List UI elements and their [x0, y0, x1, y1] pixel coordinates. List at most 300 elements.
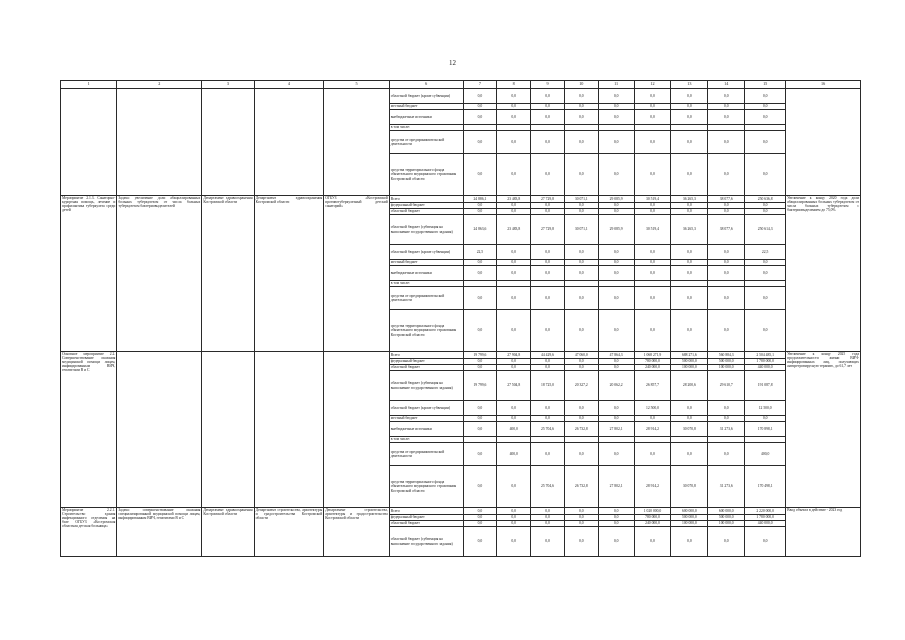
amount-cell: 1 068 271,9: [634, 352, 671, 359]
amount-cell: 12 500,0: [634, 401, 671, 416]
funding-source: областной бюджет (кроме субвенции): [389, 89, 463, 104]
funding-source: областной бюджет (субвенция на выполнение государственного задания): [389, 215, 463, 245]
amount-cell: 2 504 485,1: [745, 352, 786, 359]
funding-source: федеральный бюджет: [389, 515, 463, 521]
expected-result: Увеличение к концу 2025 года продолжительности жизни ВИЧ-инфицированных лиц, получающих антиретровирусную терапию, до 61,7 лет: [786, 352, 861, 508]
table-row: [61, 196, 861, 203]
block-c5: Департамент строительства, архитектуры и градостроительства Костромской области: [324, 508, 390, 557]
amount-cell: 500 000,0: [708, 359, 745, 365]
amount-cell: 0,0: [463, 89, 497, 104]
amount-cell: 1 780 000,0: [745, 359, 786, 365]
amount-cell: 0,0: [708, 110, 745, 125]
amount-cell: 0,0: [708, 209, 745, 215]
amount-cell: 600 000,0: [671, 508, 708, 515]
amount-cell: 0,0: [497, 110, 531, 125]
block-c2: [117, 352, 202, 508]
amount-cell: 0,0: [497, 154, 531, 196]
amount-cell: 0,0: [634, 131, 671, 154]
column-number: 11: [598, 81, 634, 89]
amount-cell: 0,0: [598, 443, 634, 466]
amount-cell: 0,0: [564, 89, 598, 104]
block-c5: [324, 352, 390, 508]
amount-cell: 0,0: [531, 359, 565, 365]
amount-cell: 0,0: [671, 401, 708, 416]
amount-cell: 2 220 000,0: [745, 508, 786, 515]
amount-cell: 24 886,1: [463, 196, 497, 203]
amount-cell: 0,0: [463, 508, 497, 515]
amount-cell: 38 077,6: [708, 196, 745, 203]
amount-cell: 26 732,8: [564, 422, 598, 437]
amount-cell: 0,0: [598, 203, 634, 209]
amount-cell: 0,0: [497, 209, 531, 215]
amount-cell: 0,0: [745, 209, 786, 215]
amount-cell: 0,0: [598, 131, 634, 154]
column-number: 8: [497, 81, 531, 89]
table-row: [61, 89, 861, 104]
column-number: 3: [202, 81, 254, 89]
amount-cell: 0,0: [463, 466, 497, 508]
amount-cell: 0,0: [531, 203, 565, 209]
amount-cell: 29 085,9: [598, 196, 634, 203]
funding-source: в том числе:: [389, 125, 463, 131]
amount-cell: 0,0: [531, 104, 565, 110]
amount-cell: 0,0: [564, 365, 598, 371]
amount-cell: 12 500,0: [745, 401, 786, 416]
amount-cell: 0,0: [497, 89, 531, 104]
amount-cell: 0,0: [598, 287, 634, 310]
amount-cell: 26 732,8: [564, 466, 598, 508]
amount-cell: 27 802,1: [598, 466, 634, 508]
amount-cell: 0,0: [598, 416, 634, 422]
amount-cell: 0,0: [745, 131, 786, 154]
block-c3: [202, 89, 254, 196]
amount-cell: 0,0: [671, 104, 708, 110]
amount-cell: 0,0: [564, 266, 598, 281]
column-number: 9: [531, 81, 565, 89]
amount-cell: 440 000,0: [745, 365, 786, 371]
amount-cell: 0,0: [497, 104, 531, 110]
amount-cell: 0,0: [531, 508, 565, 515]
amount-cell: 0,0: [497, 287, 531, 310]
amount-cell: 0,0: [564, 203, 598, 209]
amount-cell: 27 504,8: [497, 371, 531, 401]
amount-cell: 0,0: [745, 287, 786, 310]
amount-cell: 0,0: [745, 104, 786, 110]
table-row: [61, 508, 861, 515]
amount-cell: 36 265,3: [671, 215, 708, 245]
column-number: 15: [745, 81, 786, 89]
column-number: 14: [708, 81, 745, 89]
amount-cell: 0,0: [708, 287, 745, 310]
amount-cell: 0,0: [463, 401, 497, 416]
amount-cell: 22,5: [745, 245, 786, 260]
amount-cell: 500 000,0: [708, 515, 745, 521]
amount-cell: 0,0: [671, 260, 708, 266]
amount-cell: 0,0: [708, 443, 745, 466]
amount-cell: 27 904,8: [497, 352, 531, 359]
amount-cell: 31 273,6: [708, 422, 745, 437]
amount-cell: 0,0: [497, 266, 531, 281]
amount-cell: 1 020 000,0: [634, 508, 671, 515]
amount-cell: 0,0: [564, 401, 598, 416]
amount-cell: 0,0: [634, 416, 671, 422]
amount-cell: 0,0: [708, 203, 745, 209]
column-number: 1: [61, 81, 117, 89]
amount-cell: 0,0: [564, 508, 598, 515]
amount-cell: 0,0: [463, 365, 497, 371]
amount-cell: 100 000,0: [671, 521, 708, 527]
amount-cell: 0,0: [497, 401, 531, 416]
column-number: 10: [564, 81, 598, 89]
block-c1: [61, 89, 117, 196]
amount-cell: 0,0: [564, 359, 598, 365]
funding-source: средства территориального фонда обязательного медицинского страхования Костромской области: [389, 310, 463, 352]
amount-cell: 23 483,8: [497, 196, 531, 203]
amount-cell: 0,0: [564, 209, 598, 215]
amount-cell: 0,0: [745, 110, 786, 125]
amount-cell: 0,0: [745, 154, 786, 196]
table-row: [61, 352, 861, 359]
amount-cell: 400,0: [745, 443, 786, 466]
expected-result: [786, 89, 861, 196]
funding-source: федеральный бюджет: [389, 359, 463, 365]
amount-cell: 0,0: [708, 245, 745, 260]
amount-cell: 24 863,6: [463, 215, 497, 245]
amount-cell: 0,0: [564, 245, 598, 260]
amount-cell: 0,0: [531, 287, 565, 310]
funding-source: средства от предпринимательской деятельности: [389, 131, 463, 154]
block-c4: Департамент строительства, архитектуры и градостроительства Костромской области: [254, 508, 324, 557]
amount-cell: 0,0: [497, 245, 531, 260]
amount-cell: 0,0: [531, 443, 565, 466]
amount-cell: 0,0: [708, 89, 745, 104]
amount-cell: 240 000,0: [634, 365, 671, 371]
amount-cell: 30 070,8: [671, 466, 708, 508]
amount-cell: 0,0: [634, 104, 671, 110]
funding-source: областной бюджет (кроме субвенции): [389, 401, 463, 416]
amount-cell: 0,0: [564, 287, 598, 310]
funding-source: федеральный бюджет: [389, 203, 463, 209]
amount-cell: 47 060,0: [564, 352, 598, 359]
amount-cell: 0,0: [463, 443, 497, 466]
amount-cell: 0,0: [708, 416, 745, 422]
column-number: 5: [324, 81, 390, 89]
amount-cell: 100 000,0: [671, 365, 708, 371]
amount-cell: 0,0: [634, 209, 671, 215]
funding-source: средства территориального фонда обязательного медицинского страхования Костромской области: [389, 154, 463, 196]
column-number: 6: [389, 81, 463, 89]
amount-cell: 0,0: [463, 521, 497, 527]
expected-result: Ввод объекта в действие - 2023 год: [786, 508, 861, 557]
funding-source: в том числе:: [389, 437, 463, 443]
amount-cell: 0,0: [531, 209, 565, 215]
amount-cell: 0,0: [463, 110, 497, 125]
amount-cell: 0,0: [708, 401, 745, 416]
amount-cell: 0,0: [671, 416, 708, 422]
amount-cell: 30 070,8: [671, 422, 708, 437]
block-c1: Мероприятие 2.2.1. Строительство здания инфекционного отделения на базе ОГБУЗ «Костромская областная детская больница»: [61, 508, 117, 557]
amount-cell: 0,0: [531, 260, 565, 266]
amount-cell: 0,0: [598, 154, 634, 196]
amount-cell: 30 519,4: [634, 215, 671, 245]
amount-cell: 0,0: [598, 245, 634, 260]
amount-cell: 0,0: [497, 466, 531, 508]
amount-cell: 0,0: [531, 266, 565, 281]
amount-cell: 0,0: [598, 110, 634, 125]
funding-source: Всего: [389, 196, 463, 203]
amount-cell: 100 000,0: [708, 365, 745, 371]
funding-source: внебюджетные источники: [389, 266, 463, 281]
amount-cell: 0,0: [497, 521, 531, 527]
block-c3: [202, 352, 254, 508]
amount-cell: 0,0: [745, 416, 786, 422]
amount-cell: 0,0: [598, 209, 634, 215]
amount-cell: 0,0: [708, 260, 745, 266]
amount-cell: 25 704,6: [531, 422, 565, 437]
amount-cell: 170 498,1: [745, 466, 786, 508]
amount-cell: 0,0: [598, 260, 634, 266]
amount-cell: 0,0: [745, 260, 786, 266]
amount-cell: 27 729,8: [531, 215, 565, 245]
amount-cell: 0,0: [564, 131, 598, 154]
amount-cell: 0,0: [497, 515, 531, 521]
amount-cell: 0,0: [531, 365, 565, 371]
amount-cell: 0,0: [531, 416, 565, 422]
amount-cell: 31 273,6: [708, 466, 745, 508]
amount-cell: 28 914,2: [634, 466, 671, 508]
block-c4: Департамент здравоохранения Костромской области: [254, 196, 324, 352]
funding-source: областной бюджет (субвенция на выполнение государственного задания): [389, 527, 463, 557]
amount-cell: 0,0: [708, 104, 745, 110]
amount-cell: 0,0: [497, 203, 531, 209]
amount-cell: 191 087,8: [745, 371, 786, 401]
amount-cell: 0,0: [463, 359, 497, 365]
amount-cell: 0,0: [463, 131, 497, 154]
amount-cell: 0,0: [634, 245, 671, 260]
amount-cell: 0,0: [671, 527, 708, 557]
amount-cell: 0,0: [531, 515, 565, 521]
amount-cell: 0,0: [634, 154, 671, 196]
amount-cell: 0,0: [671, 110, 708, 125]
amount-cell: 0,0: [564, 154, 598, 196]
amount-cell: 0,0: [598, 515, 634, 521]
amount-cell: 0,0: [598, 310, 634, 352]
budget-table: [60, 80, 861, 557]
funding-source: местный бюджет: [389, 416, 463, 422]
amount-cell: 0,0: [671, 287, 708, 310]
column-number: 2: [117, 81, 202, 89]
amount-cell: 0,0: [463, 209, 497, 215]
amount-cell: 0,0: [463, 266, 497, 281]
amount-cell: 0,0: [671, 310, 708, 352]
amount-cell: 100 000,0: [708, 521, 745, 527]
amount-cell: 0,0: [745, 266, 786, 281]
amount-cell: 20 327,2: [564, 371, 598, 401]
amount-cell: 38 077,6: [708, 215, 745, 245]
amount-cell: 0,0: [708, 310, 745, 352]
amount-cell: 0,0: [531, 154, 565, 196]
amount-cell: 0,0: [463, 515, 497, 521]
funding-source: областной бюджет (субвенция на выполнение государственного задания): [389, 371, 463, 401]
funding-source: Всего: [389, 508, 463, 515]
block-c5: ОГБУЗ «Костромской противотуберкулезный детский санаторий»: [324, 196, 390, 352]
amount-cell: 30 519,4: [634, 196, 671, 203]
funding-source: средства от предпринимательской деятельности: [389, 443, 463, 466]
amount-cell: 688 271,6: [671, 352, 708, 359]
amount-cell: 400,0: [497, 422, 531, 437]
amount-cell: 780 000,0: [634, 515, 671, 521]
amount-cell: 0,0: [634, 203, 671, 209]
amount-cell: 23 483,8: [497, 215, 531, 245]
amount-cell: 0,0: [531, 521, 565, 527]
amount-cell: 26 857,7: [634, 371, 671, 401]
amount-cell: 0,0: [564, 527, 598, 557]
amount-cell: 29 085,9: [598, 215, 634, 245]
amount-cell: 0,0: [497, 131, 531, 154]
amount-cell: 600 000,0: [708, 508, 745, 515]
funding-source: в том числе:: [389, 281, 463, 287]
block-c2: Задача: совершенствование оказания специализированной медицинской помощи лицам, инфицированным ВИЧ, гепатитами В и С: [117, 508, 202, 557]
amount-cell: 0,0: [463, 203, 497, 209]
amount-cell: 560 884,3: [708, 352, 745, 359]
amount-cell: 0,0: [531, 89, 565, 104]
amount-cell: 0,0: [497, 359, 531, 365]
block-c2: [117, 89, 202, 196]
amount-cell: 0,0: [671, 245, 708, 260]
amount-cell: 0,0: [497, 508, 531, 515]
block-c3: Департамент здравоохранения Костромской области: [202, 196, 254, 352]
amount-cell: 0,0: [598, 359, 634, 365]
amount-cell: 250 636,8: [745, 196, 786, 203]
amount-cell: 19 799,6: [463, 352, 497, 359]
block-c4: [254, 352, 324, 508]
amount-cell: 0,0: [598, 527, 634, 557]
amount-cell: 0,0: [463, 260, 497, 266]
amount-cell: 0,0: [634, 310, 671, 352]
amount-cell: 1 780 000,0: [745, 515, 786, 521]
amount-cell: 0,0: [531, 131, 565, 154]
amount-cell: 0,0: [745, 203, 786, 209]
amount-cell: 0,0: [531, 310, 565, 352]
amount-cell: 0,0: [745, 527, 786, 557]
amount-cell: 27 729,8: [531, 196, 565, 203]
expected-result: Увеличение к концу 2020 года доли абациллированных больных туберкулезом от числа больных туберкулезом с бактериовыделением до 75,0%: [786, 196, 861, 352]
amount-cell: 0,0: [564, 416, 598, 422]
amount-cell: 0,0: [671, 154, 708, 196]
amount-cell: 22,5: [463, 245, 497, 260]
amount-cell: 0,0: [497, 310, 531, 352]
amount-cell: 0,0: [531, 527, 565, 557]
amount-cell: 0,0: [564, 443, 598, 466]
amount-cell: 0,0: [708, 266, 745, 281]
funding-source: областной бюджет (кроме субвенции): [389, 245, 463, 260]
amount-cell: 500 000,0: [671, 515, 708, 521]
funding-source: областной бюджет: [389, 209, 463, 215]
amount-cell: 0,0: [598, 521, 634, 527]
amount-cell: 0,0: [497, 416, 531, 422]
block-c3: Департамент здравоохранения Костромской области: [202, 508, 254, 557]
amount-cell: 0,0: [598, 508, 634, 515]
amount-cell: 0,0: [463, 416, 497, 422]
funding-source: местный бюджет: [389, 104, 463, 110]
amount-cell: 0,0: [463, 104, 497, 110]
amount-cell: 0,0: [564, 521, 598, 527]
amount-cell: 0,0: [671, 89, 708, 104]
amount-cell: 0,0: [671, 443, 708, 466]
amount-cell: 0,0: [671, 266, 708, 281]
amount-cell: 0,0: [564, 104, 598, 110]
amount-cell: 36 265,3: [671, 196, 708, 203]
header-row: [61, 81, 861, 89]
amount-cell: 25 704,6: [531, 466, 565, 508]
amount-cell: 18 725,0: [531, 371, 565, 401]
column-number: 12: [634, 81, 671, 89]
funding-source: местный бюджет: [389, 260, 463, 266]
amount-cell: 0,0: [745, 89, 786, 104]
block-c2: Задача: увеличение доли абациллированных больных туберкулезом от числа больных туберкулезом бактериовыделителей: [117, 196, 202, 352]
amount-cell: 0,0: [634, 287, 671, 310]
amount-cell: 0,0: [745, 310, 786, 352]
amount-cell: 0,0: [708, 527, 745, 557]
amount-cell: 0,0: [598, 365, 634, 371]
block-c1: Мероприятие 2.1.3. Санаторно-курортная помощь, лечение и профилактика туберкулеза среди детей: [61, 196, 117, 352]
block-c4: [254, 89, 324, 196]
amount-cell: 30 071,1: [564, 196, 598, 203]
amount-cell: 0,0: [634, 443, 671, 466]
amount-cell: 0,0: [671, 209, 708, 215]
amount-cell: 29 610,7: [708, 371, 745, 401]
amount-cell: 28 200,6: [671, 371, 708, 401]
amount-cell: 0,0: [634, 266, 671, 281]
amount-cell: 0,0: [564, 260, 598, 266]
amount-cell: 28 914,2: [634, 422, 671, 437]
funding-source: внебюджетные источники: [389, 422, 463, 437]
amount-cell: 19 799,6: [463, 371, 497, 401]
amount-cell: 0,0: [634, 89, 671, 104]
amount-cell: 0,0: [463, 287, 497, 310]
amount-cell: 0,0: [598, 104, 634, 110]
amount-cell: 27 802,1: [598, 422, 634, 437]
amount-cell: 400,0: [497, 443, 531, 466]
amount-cell: 250 614,3: [745, 215, 786, 245]
funding-source: внебюджетные источники: [389, 110, 463, 125]
amount-cell: 0,0: [708, 154, 745, 196]
column-number: 4: [254, 81, 324, 89]
amount-cell: 0,0: [564, 310, 598, 352]
amount-cell: 0,0: [497, 365, 531, 371]
column-number: 16: [786, 81, 861, 89]
amount-cell: 0,0: [634, 110, 671, 125]
amount-cell: 0,0: [634, 527, 671, 557]
funding-source: средства территориального фонда обязательного медицинского страхования Костромской области: [389, 466, 463, 508]
amount-cell: 44 429,6: [531, 352, 565, 359]
funding-source: областной бюджет: [389, 365, 463, 371]
amount-cell: 0,0: [598, 401, 634, 416]
amount-cell: 0,0: [531, 245, 565, 260]
column-number: 13: [671, 81, 708, 89]
amount-cell: 0,0: [531, 401, 565, 416]
block-c1: Основное мероприятие 2.2. Совершенствование оказания медицинской помощи лицам, инфицированным ВИЧ, гепатитами В и С: [61, 352, 117, 508]
amount-cell: 0,0: [463, 422, 497, 437]
amount-cell: 780 000,0: [634, 359, 671, 365]
funding-source: областной бюджет: [389, 521, 463, 527]
amount-cell: 0,0: [463, 527, 497, 557]
amount-cell: 0,0: [463, 310, 497, 352]
amount-cell: 0,0: [531, 110, 565, 125]
amount-cell: 0,0: [598, 89, 634, 104]
amount-cell: 47 864,3: [598, 352, 634, 359]
column-number: 7: [463, 81, 497, 89]
